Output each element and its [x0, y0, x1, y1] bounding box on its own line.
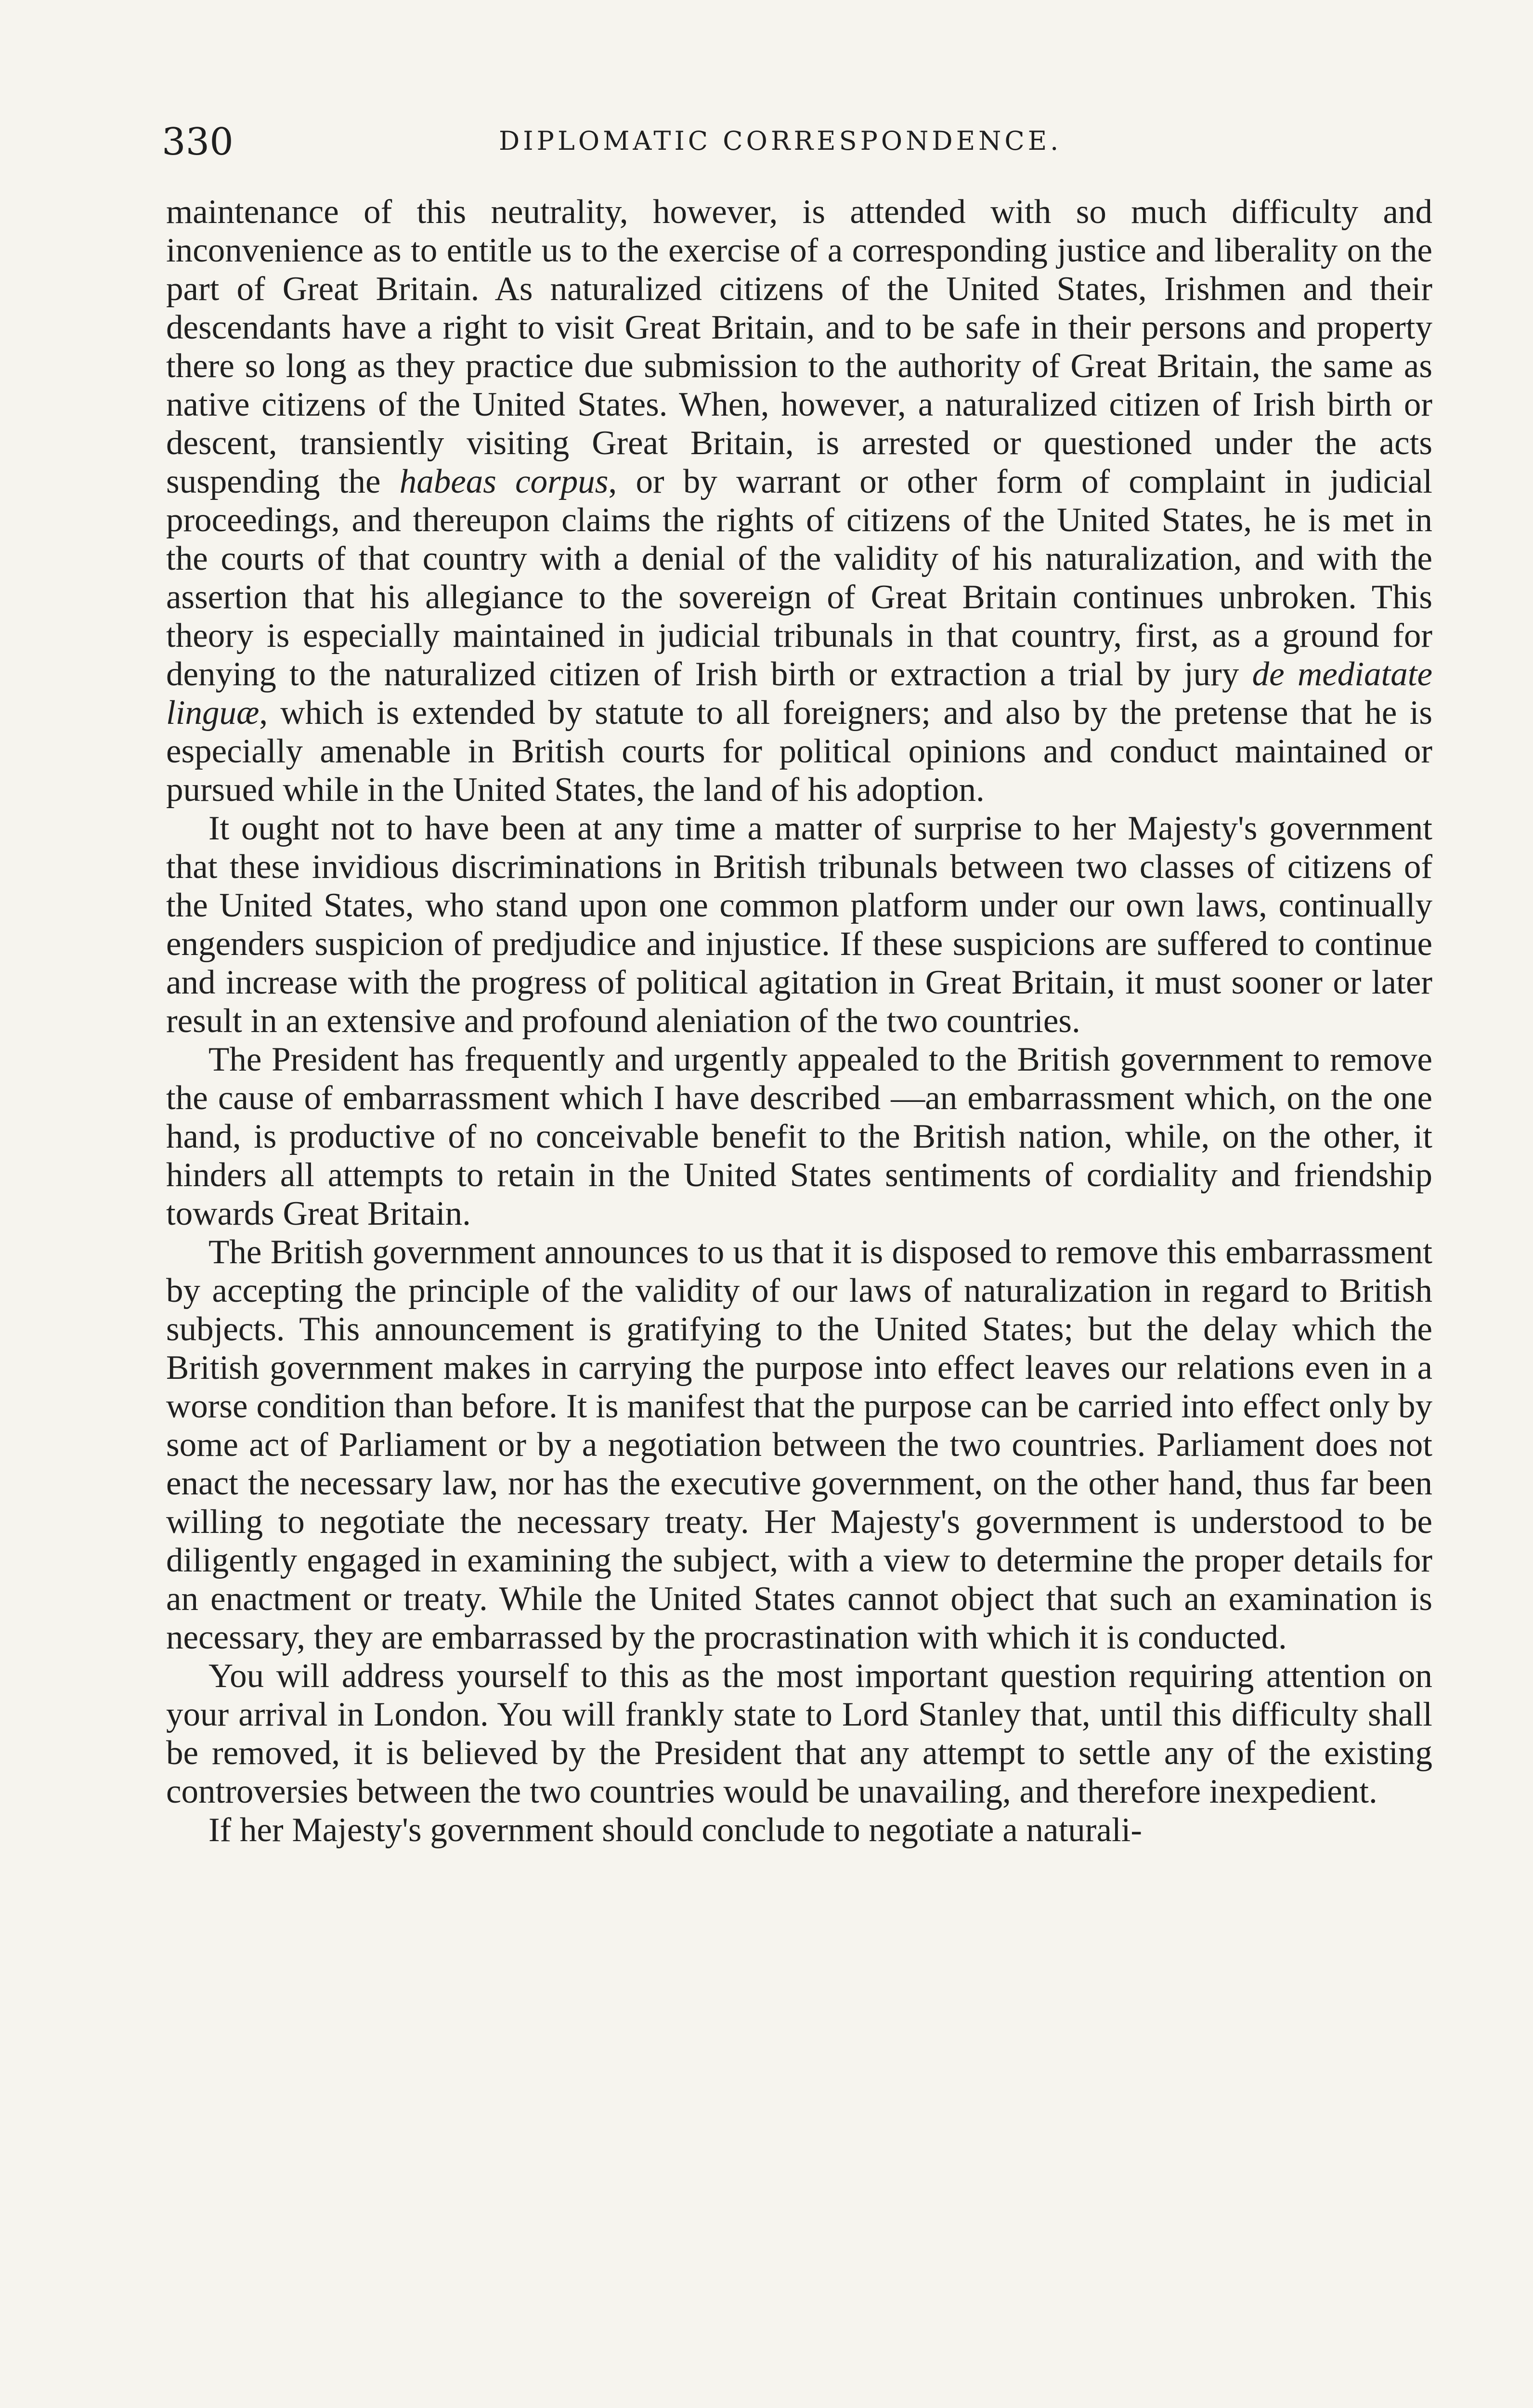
paragraph-2: It ought not to have been at any time a matter of surprise to her Majesty's government that these invidious discriminations in British tribunals between two classes of citizens of the United States, who stand upon one common platform under our own laws, continually engenders suspicion of predjudice and injustice. If these suspicions are suffered to continue and increase with the progress of political agitation in Great Britain, it must sooner or later result in an extensive and profound aleniation of the two countries. [166, 810, 1432, 1040]
paragraph-4: The British government announces to us that it is disposed to remove this embarrassment by accepting the principle of the validity of our laws of naturalization in regard to British subjects. This announcement is gratifying to the United States; but the delay which the British government makes in carrying the purpose into effect leaves our relations even in a worse condition than before. It is manifest that the purpose can be carried into effect only by some act of Parliament or by a negotiation between the two countries. Parliament does not enact the necessary law, nor has the executive government, on the other hand, thus far been willing to negotiate the necessary treaty. Her Majesty's government is understood to be diligently engaged in examining the subject, with a view to determine the proper details for an enactment or treaty. While the United States cannot object that such an examination is necessary, they are embarrassed by the procrastination with which it is conducted. [166, 1233, 1432, 1656]
paragraph-1-text-c: , or by warrant or other form of complaint in judicial proceedings, and thereupon claims the rights of citizens of the United States, he is met in the courts of that country with a denial of the validity of his naturalization, and with the assertion that his allegiance to the sovereign of Great Britain continues unbroken. This theory is especially maintained in judicial tribunals in that country, first, as a ground for denying to the naturalized citizen of Irish birth or extraction a trial by jury [166, 463, 1433, 693]
italic-habeas-corpus: habeas corpus [399, 463, 609, 500]
paragraph-5: You will address yourself to this as the most important question requiring attention on your arrival in London. You will frankly state to Lord Stanley that, until this difficulty shall be removed, it is believed by the President that any attempt to settle any of the existing controversies between the two countries would be unavailing, and therefore inexpedient. [166, 1657, 1432, 1810]
page-number: 330 [162, 120, 234, 164]
italic-de-mediatate-linguae: de mediatate linguæ [166, 655, 1432, 732]
body-text [166, 193, 1432, 1849]
paragraph-1-text-a: maintenance of this neutrality, however, is attended with so much difficulty and inconvenience as to entitle us to the exercise of a corresponding justice and liberality on the part of Great Britain. As naturalized citizens of the United States, Irishmen and their descendants have a right to visit Great Britain, and to be safe in their persons and property there so long as they practice due submission to the authority of Great Britain, the same as native citizens of the United States. When, however, a naturalized citizen of Irish birth or descent, transiently visiting Great Britain, is arrested or questioned under the acts suspending the [166, 193, 1432, 500]
running-title: DIPLOMATIC CORRESPONDENCE. [499, 126, 1062, 156]
paragraph-6: If her Majesty's government should conclude to negotiate a naturali- [208, 1811, 1143, 1849]
paragraph-1-text-e: , which is extended by statute to all foreigners; and also by the pretense that he is especially amenable in British courts for political opinions and conduct maintained or pursued while in the United States, the land of his adoption. [166, 694, 1432, 809]
paragraph-3: The President has frequently and urgently appealed to the British government to remove the cause of embarrassment which I have described —an embarrassment which, on the one hand, is productive of no conceivable benefit to the British nation, while, on the other, it hinders all attempts to retain in the United States sentiments of cordiality and friendship towards Great Britain. [166, 1041, 1432, 1232]
page-header [162, 120, 1433, 173]
paragraph-1 [166, 193, 1432, 809]
